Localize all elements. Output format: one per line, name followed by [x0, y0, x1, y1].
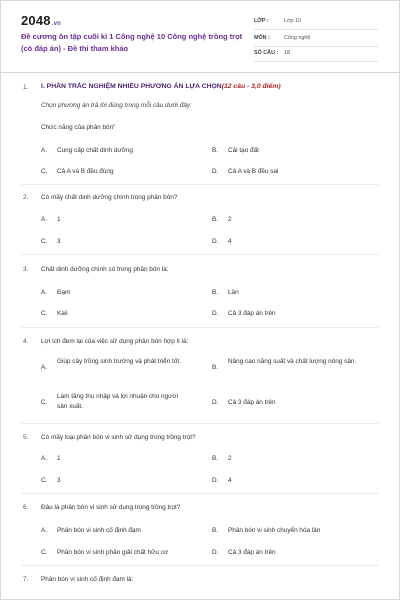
option-text[interactable]: Phân bón vi sinh phân giải chất hữu cơ	[57, 549, 169, 556]
meta-value: Lớp 10	[284, 18, 302, 24]
option-text[interactable]: Cả 3 đáp án trên	[228, 310, 276, 317]
option-label[interactable]: C.	[41, 168, 48, 175]
option-text[interactable]: Cả A và B đều đúng	[57, 168, 114, 175]
question-divider	[21, 184, 379, 185]
site-logo[interactable]	[21, 13, 61, 28]
option-text[interactable]: Lân	[228, 289, 239, 296]
meta-row-class	[254, 14, 378, 30]
meta-key: SỐ CÂU :	[254, 50, 279, 56]
option-label[interactable]: C.	[41, 549, 48, 556]
option-label[interactable]: A.	[41, 216, 48, 223]
section-note: (12 câu - 3,0 điểm)	[221, 83, 281, 90]
option-text[interactable]: 1	[57, 455, 61, 462]
question-text: Có mấy chất dinh dưỡng chính trong phân bón?	[41, 194, 178, 201]
option-text[interactable]: Phân bón vi sinh cố định đạm	[57, 527, 141, 534]
question-number: 5.	[23, 434, 29, 441]
option-text[interactable]: Phân bón vi sinh chuyển hóa lân	[228, 527, 321, 534]
question-number: 1.	[23, 84, 29, 91]
section-instruction: Chọn phương án trả lời đúng trong mỗi câu dưới đây:	[41, 102, 192, 109]
option-text[interactable]: Cung cấp chất dinh dưỡng	[57, 147, 133, 154]
option-label[interactable]: A.	[41, 289, 48, 296]
option-label[interactable]: D.	[212, 238, 219, 245]
option-text[interactable]: Giúp cây trồng sinh trưởng và phát triển tốt.	[57, 358, 181, 365]
option-label[interactable]: B.	[212, 147, 219, 154]
option-label[interactable]: A.	[41, 527, 48, 534]
option-label[interactable]: C.	[41, 399, 48, 406]
option-label[interactable]: D.	[212, 399, 219, 406]
document-header	[1, 1, 400, 73]
meta-row-count	[254, 46, 378, 62]
logo-text: 2048	[21, 13, 51, 28]
question-text: Lợi ích đem lại của việc sử dụng phân bón hợp lí là:	[41, 338, 189, 345]
meta-value: 18	[284, 50, 290, 56]
option-label[interactable]: A.	[41, 147, 48, 154]
option-label[interactable]: C.	[41, 238, 48, 245]
meta-value: Công nghệ	[284, 35, 311, 41]
option-label[interactable]: D.	[212, 477, 219, 484]
option-label[interactable]: C.	[41, 310, 48, 317]
option-label[interactable]: B.	[212, 289, 219, 296]
option-label[interactable]: D.	[212, 549, 219, 556]
option-text[interactable]: Làm tăng thu nhập và lợi nhuận cho người sản xuất.	[57, 393, 179, 410]
question-text: Có mấy loại phân bón vi sinh sử dụng trong trồng trọt?	[41, 434, 196, 441]
document-title: Đề cương ôn tập cuối kì 1 Công nghệ 10 Công nghệ trồng trọt (có đáp án) - Đề thi tham khảo	[21, 32, 243, 53]
option-label[interactable]: C.	[41, 477, 48, 484]
option-text[interactable]: 4	[228, 238, 232, 245]
meta-row-subject	[254, 31, 378, 47]
question-divider	[21, 565, 379, 566]
option-text[interactable]: Cải tạo đất	[228, 147, 259, 154]
question-number: 3.	[23, 266, 29, 273]
option-label[interactable]: D.	[212, 168, 219, 175]
option-label[interactable]: B.	[212, 216, 219, 223]
option-label[interactable]: A.	[41, 364, 48, 371]
option-text[interactable]: Đạm	[57, 289, 71, 296]
logo-domain: .vn	[51, 21, 62, 27]
option-text[interactable]: Cả 3 đáp án trên	[228, 549, 276, 556]
section-title-text: I. PHẦN TRẮC NGHIỆM NHIỀU PHƯƠNG ÁN LỰA CHỌN	[41, 83, 222, 90]
option-text[interactable]: Kali	[57, 310, 68, 317]
option-label[interactable]: B.	[212, 455, 219, 462]
question-text: Phân bón vi sinh cố định đạm là:	[41, 576, 134, 583]
option-text[interactable]: Nâng cao năng suất và chất lượng nông sản.	[228, 358, 357, 365]
option-label[interactable]: B.	[212, 527, 219, 534]
question-number: 6.	[23, 504, 29, 511]
question-divider	[21, 493, 379, 494]
question-text: Chức năng của phân bón"	[41, 124, 116, 131]
option-label[interactable]: A.	[41, 455, 48, 462]
question-number: 2.	[23, 194, 29, 201]
question-divider	[21, 327, 379, 328]
option-text[interactable]: 3	[57, 477, 61, 484]
option-text[interactable]: Cả A và B đều sai	[228, 168, 279, 175]
option-text[interactable]: Cả 3 đáp án trên	[228, 399, 276, 406]
question-text: Đâu là phân bón vi sinh sử dụng trong trồng trọt?	[41, 504, 181, 511]
question-number: 4.	[23, 338, 29, 345]
question-divider	[21, 423, 379, 424]
meta-key: LỚP :	[254, 18, 269, 24]
option-text[interactable]: 3	[57, 238, 61, 245]
option-label[interactable]: D.	[212, 310, 219, 317]
question-divider	[21, 254, 379, 255]
option-text[interactable]: 1	[57, 216, 61, 223]
option-label[interactable]: B.	[212, 364, 219, 371]
option-text[interactable]: 4	[228, 477, 232, 484]
question-number: 7.	[23, 576, 29, 583]
option-text[interactable]: 2	[228, 216, 232, 223]
section-title	[41, 83, 281, 90]
meta-key: MÔN :	[254, 35, 270, 41]
question-text: Chất dinh dưỡng chính có trong phân bón là:	[41, 266, 169, 273]
option-text[interactable]: 2	[228, 455, 232, 462]
